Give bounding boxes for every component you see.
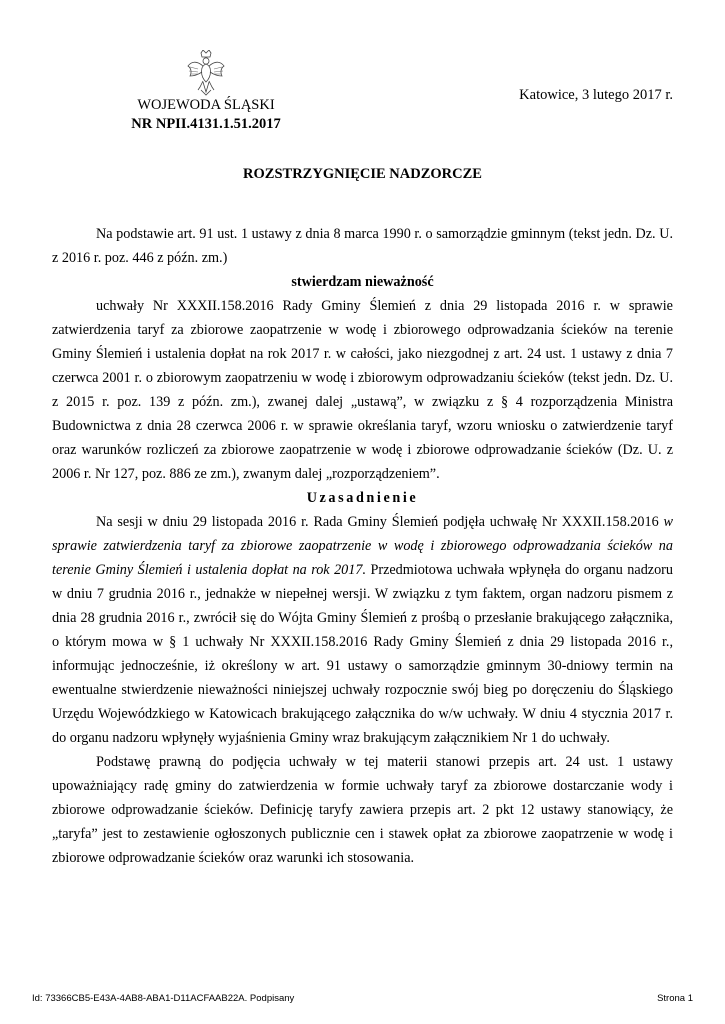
resolution-subject-italic: w sprawie zatwierdzenia taryf za zbiorowe zaopatrzenie w wodę i zbiorowego odprowadzania ścieków na terenie Gminy Ślemień i ustalenia dopłat na rok 2017. — [52, 514, 673, 578]
justification-paragraph-2: Podstawę prawną do podjęcia uchwały w tej materii stanowi przepis art. 24 ust. 1 ustawy upoważniający radę gminy do zatwierdzenia w formie uchwały taryf za zbiorowe dostarczanie wody i zbiorowe odprowadzanie ścieków. Definicję taryfy zawiera przepis art. 2 pkt 12 ustawy stanowiący, że „taryfa” jest to zestawienie ogłoszonych publicznie cen i stawek opłat za zbiorowe zaopatrzenie w wodę i zbiorowe odprowadzanie ścieków oraz warunki ich stosowania. — [52, 754, 673, 866]
justification-text-start: Na sesji w dniu 29 listopada 2016 r. Rada Gminy Ślemień podjęła uchwałę Nr XXXII.158.2016 — [96, 514, 664, 530]
document-number: NR NPII.4131.1.51.2017 — [131, 116, 281, 132]
issuing-office — [100, 96, 312, 134]
justification-text-end: Przedmiotowa uchwała wpłynęła do organu nadzoru w dniu 7 grudnia 2016 r., jednakże w niepełnej wersji. W związku z tym faktem, organ nadzoru pismem z dnia 28 grudnia 2016 r., zwrócił się do Wójta Gminy Ślemień z prośbą o przesłanie brakującego załącznika, o którym mowa w § 1 uchwały Nr XXXII.158.2016 Rady Gminy Ślemień z dnia 29 listopada 2016 r., informując jednocześnie, iż określony w art. 91 ustawy o samorządzie gminnym 30-dniowy termin na ewentualne stwierdzenie nieważności niniejszej uchwały rozpocznie swój bieg po doręczeniu do Śląskiego Urzędu Wojewódzkiego w Katowicach brakującego załącznika do w/w uchwały. W dniu 4 stycznia 2017 r. do organu nadzoru wpłynęły wyjaśnienia Gminy wraz brakującym załącznikiem Nr 1 do uchwały. — [52, 562, 674, 746]
justification-paragraph-1 — [52, 510, 673, 750]
page-number-footer: Strona 1 — [657, 993, 693, 1004]
decision-heading: stwierdzam nieważność — [291, 274, 434, 290]
document-title: ROZSTRZYGNIĘCIE NADZORCZE — [243, 166, 482, 182]
office-name: WOJEWODA ŚLĄSKI — [137, 97, 275, 113]
polish-eagle-emblem-icon — [186, 50, 226, 96]
document-id-footer: Id: 73366CB5-E43A-4AB8-ABA1-D11ACFAAB22A. Podpisany — [32, 993, 295, 1004]
justification-heading: Uzasadnienie — [306, 490, 419, 506]
place-and-date: Katowice, 3 lutego 2017 r. — [519, 87, 673, 103]
document-body — [52, 222, 673, 870]
legal-basis-paragraph: Na podstawie art. 91 ust. 1 ustawy z dnia 8 marca 1990 r. o samorządzie gminnym (tekst jedn. Dz. U. z 2016 r. poz. 446 z późn. zm.) — [52, 226, 673, 266]
decision-paragraph: uchwały Nr XXXII.158.2016 Rady Gminy Ślemień z dnia 29 listopada 2016 r. w sprawie zatwierdzenia taryf za zbiorowe zaopatrzenie w wodę i zbiorowego odprowadzania ścieków na terenie Gminy Ślemień i ustalenia dopłat na rok 2017 r. w całości, jako niezgodnej z art. 24 ust. 1 ustawy z dnia 7 czerwca 2001 r. o zbiorowym zaopatrzeniu w wodę i zbiorowym odprowadzaniu ścieków (tekst jedn. Dz. U. z 2015 r. poz. 139 z późn. zm.), zwanej dalej „ustawą”, w związku z § 4 rozporządzenia Ministra Budownictwa z dnia 28 czerwca 2006 r. w sprawie określania taryf, wzoru wniosku o zatwierdzenie taryf oraz warunków rozliczeń za zbiorowe zaopatrzenie w wodę i zbiorowe odprowadzanie ścieków (Dz. U. z 2006 r. Nr 127, poz. 886 ze zm.), zwanym dalej „rozporządzeniem”. — [52, 298, 673, 482]
